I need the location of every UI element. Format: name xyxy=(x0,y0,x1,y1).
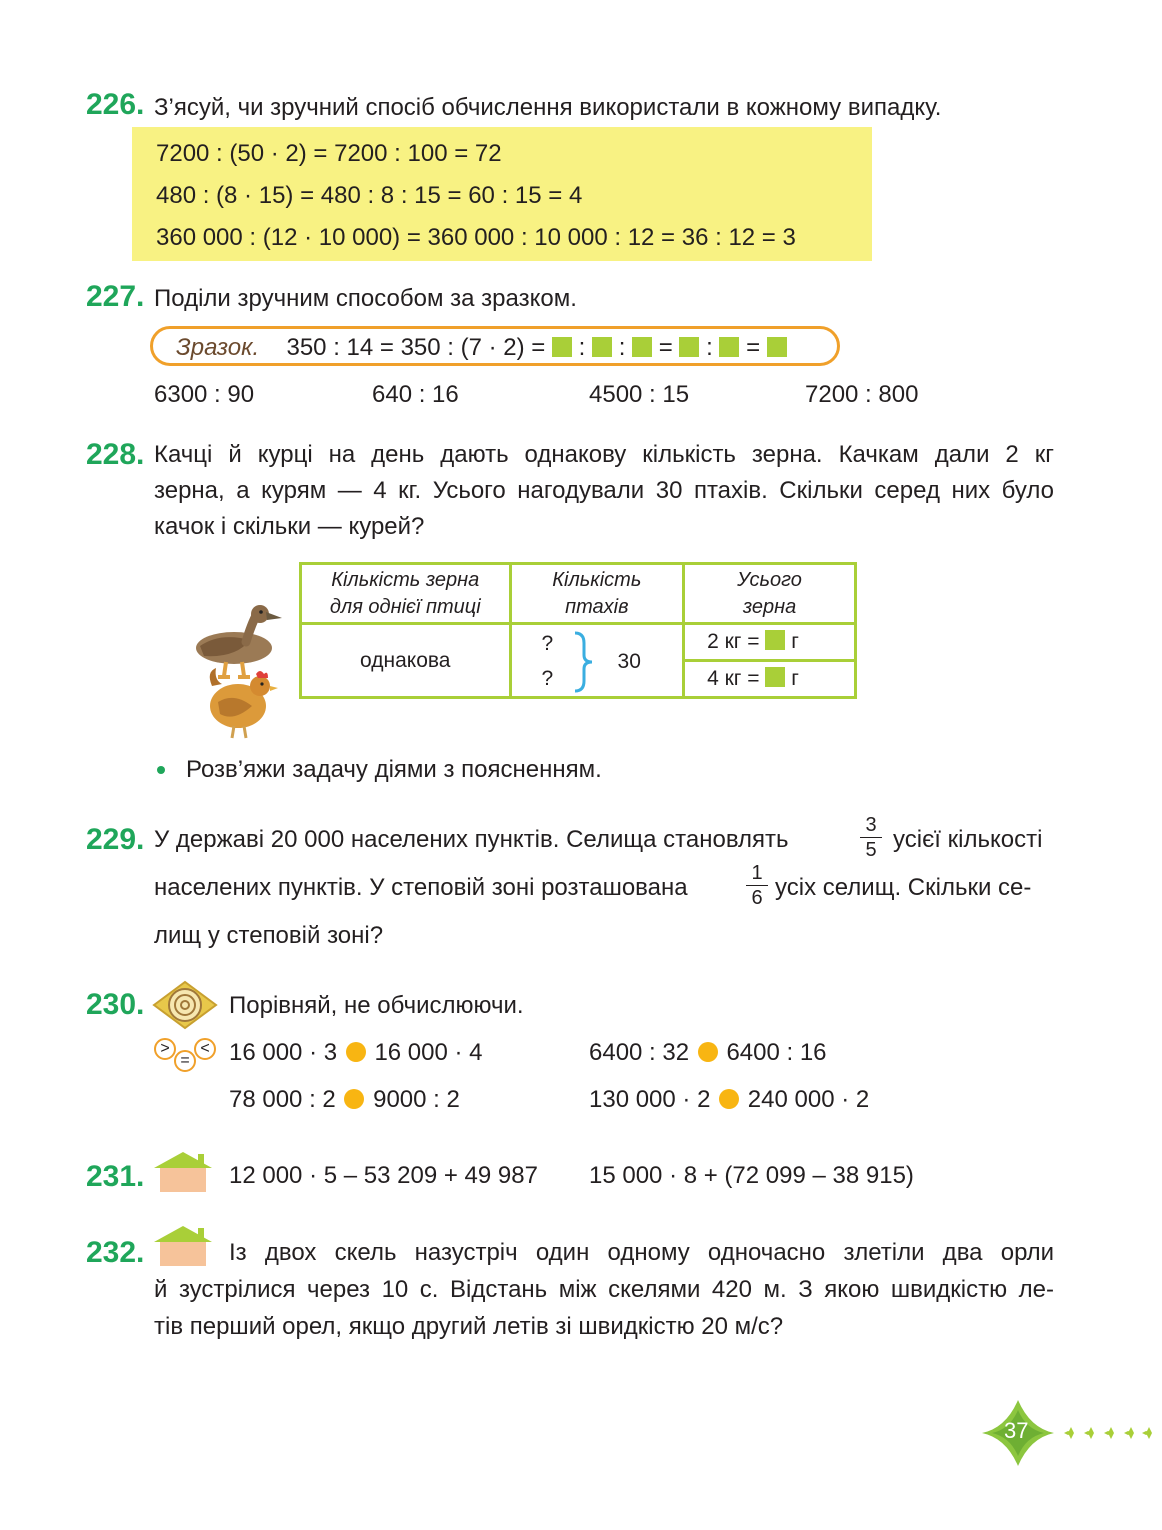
blank-square xyxy=(765,667,785,687)
task-number-226: 226. xyxy=(86,88,145,121)
calc-line-1: 7200 : (50 · 2) = 7200 : 100 = 72 xyxy=(156,140,502,167)
task-232-line-1: Із двох скель назустріч один одному одночасно злетіли два орли xyxy=(229,1239,1054,1266)
cell-bird-count xyxy=(510,624,684,698)
task-232-line-3: тів перший орел, якщо другий летів зі швидкістю 20 м/с? xyxy=(154,1313,784,1340)
task-228-line-2: зерна, а курям — 4 кг. Усього нагодували 30 птахів. Скільки серед них було xyxy=(154,477,1054,504)
sample-label: Зразок. xyxy=(176,334,260,361)
task-number-230: 230. xyxy=(86,988,145,1021)
greater-sign: > xyxy=(154,1038,176,1060)
task-number-227: 227. xyxy=(86,280,145,313)
fraction-3-5: 3 5 xyxy=(860,814,882,861)
compare-circle xyxy=(698,1042,718,1062)
blank-square xyxy=(765,630,785,650)
sample-op: = xyxy=(658,334,673,361)
header-total-grain: Усього зерна xyxy=(684,564,856,624)
task-227-text: Поділи зручним способом за зразком. xyxy=(154,285,577,312)
logic-icon xyxy=(152,980,218,1030)
house-icon xyxy=(152,1224,214,1268)
task-229-line-2a: населених пунктів. У степовій зоні розташована xyxy=(154,874,688,901)
blank-square xyxy=(632,337,652,357)
hen-illustration xyxy=(204,666,280,742)
calc-line-3: 360 000 : (12 · 10 000) = 360 000 : 10 000 : 12 = 36 : 12 = 3 xyxy=(156,224,796,251)
header-bird-count: Кількість птахів xyxy=(510,564,684,624)
bullet-text: Розв’яжи задачу діями з поясненням. xyxy=(186,756,602,783)
exercise-3: 4500 : 15 xyxy=(589,381,690,408)
bullet-dot xyxy=(157,766,165,774)
compare-signs-icon xyxy=(154,1036,214,1076)
task-231-expression-1: 12 000 · 5 – 53 209 + 49 987 xyxy=(229,1162,538,1189)
cell-duck-grain: 2 кг = г xyxy=(684,624,856,661)
data-table xyxy=(299,562,857,699)
cell-same: однакова xyxy=(301,624,511,698)
cell-hen-grain: 4 кг = г xyxy=(684,661,856,698)
blank-square xyxy=(719,337,739,357)
compare-circle xyxy=(346,1042,366,1062)
compare-row-2-left: 78 000 : 2 9000 : 2 xyxy=(229,1086,460,1113)
compare-row-2-right: 130 000 · 2 240 000 · 2 xyxy=(589,1086,870,1113)
compare-row-1-right: 6400 : 32 6400 : 16 xyxy=(589,1039,827,1066)
page-ornament-icon xyxy=(976,1398,1156,1468)
sample-expression: 350 : 14 = 350 : (7 · 2) = xyxy=(286,334,546,361)
compare-circle xyxy=(719,1089,739,1109)
header-grain-per-bird: Кількість зерна для однієї птиці xyxy=(301,564,511,624)
blank-square xyxy=(592,337,612,357)
sample-row xyxy=(176,334,787,362)
sample-op: : xyxy=(578,334,586,361)
brace-icon xyxy=(572,631,594,693)
exercise-4: 7200 : 800 xyxy=(805,381,919,408)
total-birds: 30 xyxy=(617,650,641,673)
task-229-line-2b: усіх селищ. Скільки се- xyxy=(775,874,1032,901)
compare-circle xyxy=(344,1089,364,1109)
sample-op: = xyxy=(746,334,761,361)
task-228-line-1: Качці й курці на день дають однакову кількість зерна. Качкам дали 2 кг xyxy=(154,441,1054,468)
exercise-1: 6300 : 90 xyxy=(154,381,255,408)
fraction-1-6: 1 6 xyxy=(746,862,768,909)
task-229-line-1b: усієї кількості xyxy=(893,826,1043,853)
question-mark-1: ? xyxy=(541,632,554,655)
task-number-232: 232. xyxy=(86,1236,145,1269)
blank-square xyxy=(767,337,787,357)
task-number-231: 231. xyxy=(86,1160,145,1193)
less-sign: < xyxy=(194,1038,216,1060)
task-231-expression-2: 15 000 · 8 + (72 099 – 38 915) xyxy=(589,1162,914,1189)
house-icon xyxy=(152,1150,214,1194)
sample-op: : xyxy=(618,334,626,361)
calc-line-2: 480 : (8 · 15) = 480 : 8 : 15 = 60 : 15 = 4 xyxy=(156,182,583,209)
task-228-line-3: качок і скільки — курей? xyxy=(154,513,425,540)
question-mark-2: ? xyxy=(541,667,554,690)
blank-square xyxy=(552,337,572,357)
task-number-229: 229. xyxy=(86,823,145,856)
task-number-228: 228. xyxy=(86,438,145,471)
task-229-line-3: лищ у степовій зоні? xyxy=(154,922,384,949)
sample-op: : xyxy=(706,334,713,361)
page-number: 37 xyxy=(1004,1418,1029,1443)
exercise-2: 640 : 16 xyxy=(372,381,459,408)
equal-sign: = xyxy=(174,1050,196,1072)
task-229-line-1a: У державі 20 000 населених пунктів. Селища становлять xyxy=(154,826,789,853)
task-226-text: З’ясуй, чи зручний спосіб обчислення використали в кожному випадку. xyxy=(154,94,942,121)
task-232-line-2: й зустрілися через 10 с. Відстань між скелями 420 м. З якою швидкістю ле- xyxy=(154,1276,1054,1303)
blank-square xyxy=(679,337,699,357)
task-230-text: Порівняй, не обчислюючи. xyxy=(229,992,524,1019)
compare-row-1-left: 16 000 · 3 16 000 · 4 xyxy=(229,1039,483,1066)
